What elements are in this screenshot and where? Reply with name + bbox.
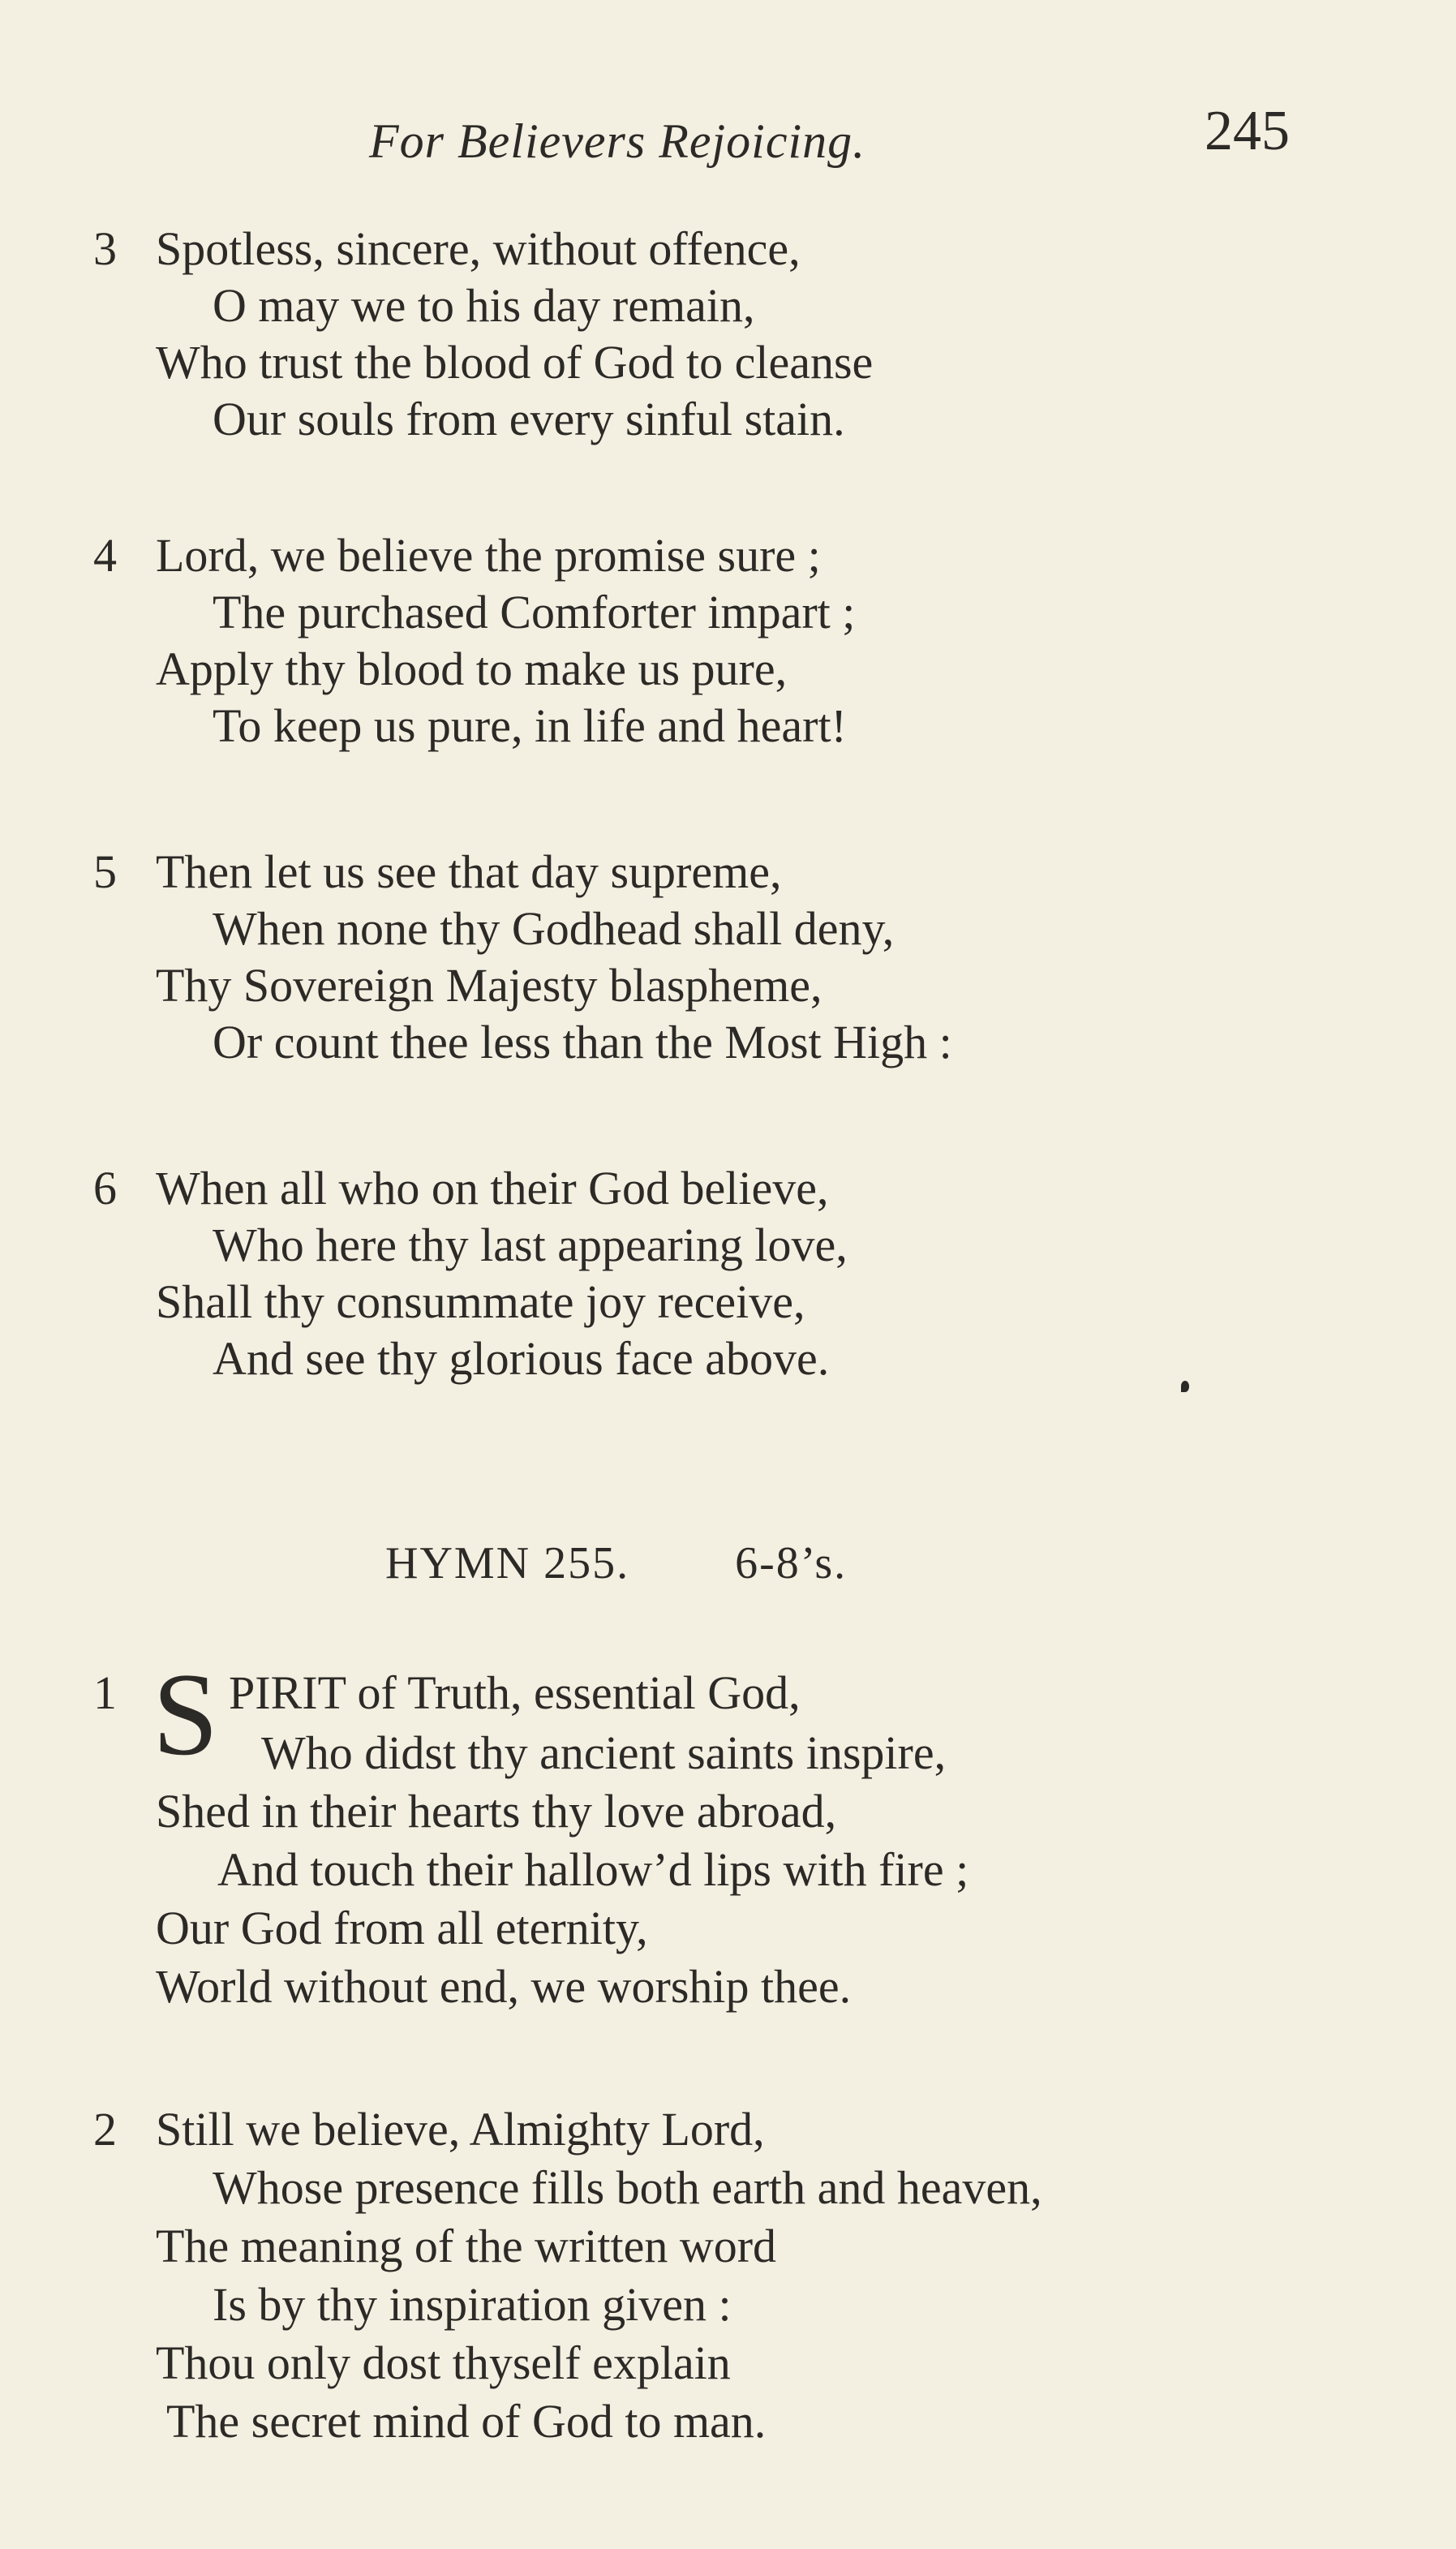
stanza-number: 2 (93, 2103, 117, 2156)
verse-line: O may we to his day remain, (213, 279, 755, 332)
verse-line: Who didst thy ancient saints inspire, (261, 1726, 947, 1779)
verse-line: Or count thee less than the Most High : (213, 1016, 952, 1068)
verse-line: Still we believe, Almighty Lord, (156, 2103, 765, 2156)
verse-line: When none thy Godhead shall deny, (213, 902, 895, 955)
stanza-number: 1 (93, 1666, 117, 1719)
verse-line: To keep us pure, in life and heart! (213, 699, 847, 752)
verse-line: Our souls from every sinful stain. (213, 393, 845, 445)
verse-line: When all who on their God believe, (156, 1162, 829, 1214)
drop-cap: S (152, 1648, 219, 1780)
running-title: For Believers Rejoicing. (369, 114, 866, 168)
verse-line: And touch their hallow’d lips with fire ; (217, 1843, 969, 1896)
verse-line: Apply thy blood to make us pure, (156, 643, 788, 695)
verse-line: Shed in their hearts thy love abroad, (156, 1785, 837, 1838)
verse-line: Then let us see that day supreme, (156, 845, 782, 898)
hymn-title: HYMN 255. (385, 1538, 630, 1588)
hymn-heading (385, 1537, 847, 1589)
verse-line: World without end, we worship thee. (156, 1960, 852, 2013)
verse-line: Thy Sovereign Majesty blaspheme, (156, 959, 822, 1012)
verse-line: Who here thy last appearing love, (213, 1219, 848, 1271)
stanza-number: 3 (93, 222, 117, 275)
verse-line: Thou only dost thyself explain (156, 2336, 731, 2389)
verse-line: Spotless, sincere, without offence, (156, 222, 801, 275)
ink-speck (1181, 1381, 1189, 1392)
hymn-meter: 6-8’s. (735, 1538, 848, 1588)
stanza-number: 5 (93, 845, 117, 898)
verse-line: The purchased Comforter impart ; (213, 586, 856, 638)
verse-line: Is by thy inspiration given : (213, 2278, 732, 2331)
verse-line: Our God from all eternity, (156, 1902, 648, 1954)
page-number: 245 (1205, 100, 1290, 162)
verse-line: Lord, we believe the promise sure ; (156, 529, 821, 582)
verse-line: The secret mind of God to man. (166, 2395, 767, 2448)
verse-line: The meaning of the written word (156, 2220, 777, 2272)
verse-line: Who trust the blood of God to cleanse (156, 336, 874, 389)
verse-line: Whose presence fills both earth and heaven, (213, 2161, 1042, 2214)
verse-line: And see thy glorious face above. (213, 1332, 830, 1385)
verse-line: PIRIT of Truth, essential God, (229, 1666, 801, 1719)
stanza-number: 6 (93, 1162, 117, 1214)
stanza-number: 4 (93, 529, 117, 582)
verse-line: Shall thy consummate joy receive, (156, 1275, 805, 1328)
